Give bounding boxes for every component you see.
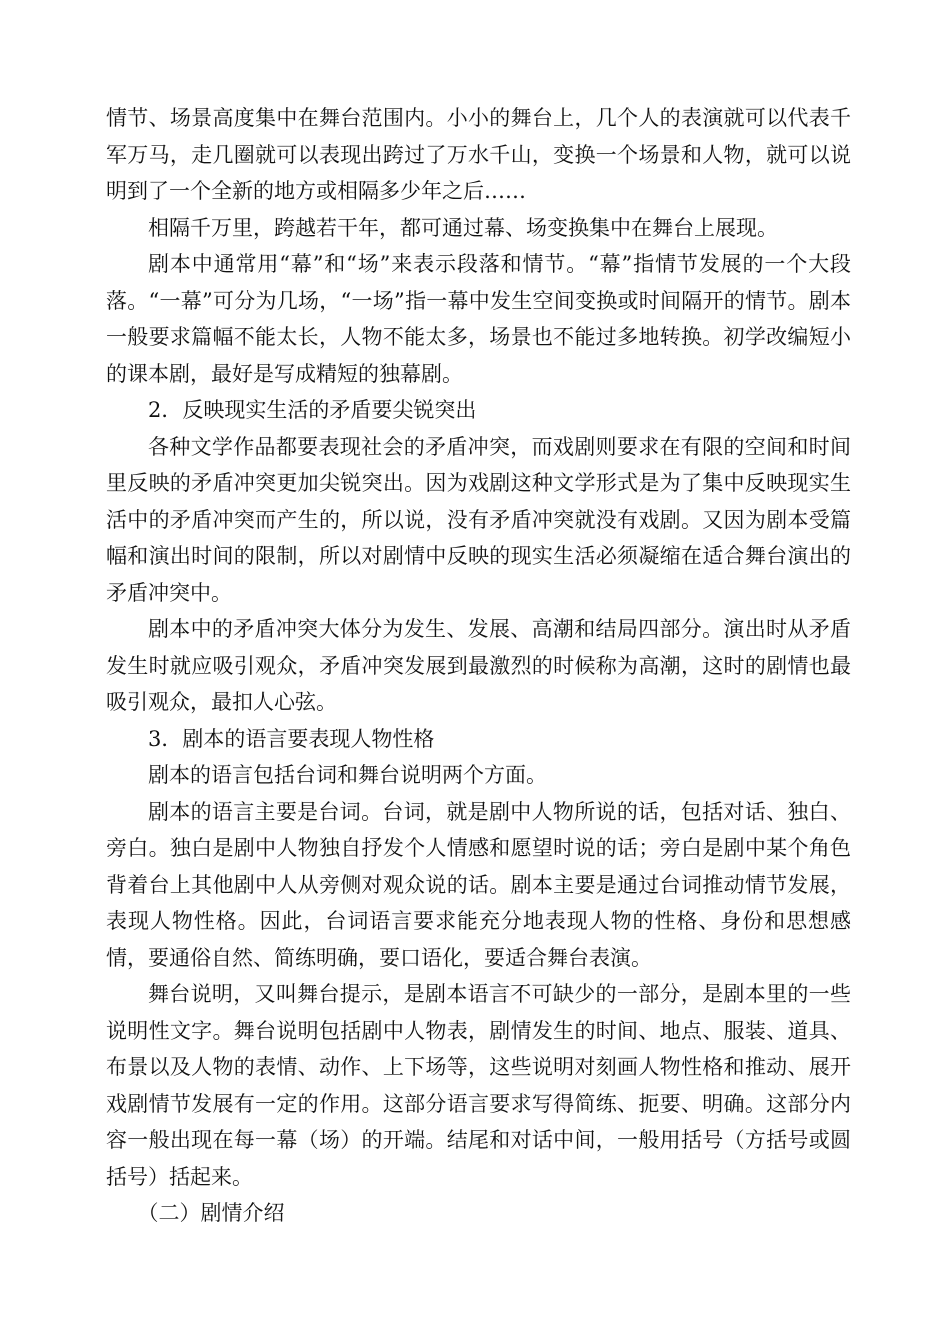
section-heading: 3．剧本的语言要表现人物性格 (148, 726, 435, 751)
paragraph: 剧本的语言主要是台词。台词，就是剧中人物所说的话，包括对话、独白、旁白。独白是剧中人物独自抒发个人情感和愿望时说的话；旁白是剧中某个角色背着台上其他剧中人从旁侧对观众说的话。剧本主要是通过台词推动情节发展，表现人物性格。因此，台词语言要求能充分地表现人物的性格、身份和思想感情，要通俗自然、简练明确，要口语化，要适合舞台表演。 (106, 799, 851, 970)
document-body (106, 100, 851, 1232)
paragraph: 各种文学作品都要表现社会的矛盾冲突，而戏剧则要求在有限的空间和时间里反映的矛盾冲突更加尖锐突出。因为戏剧这种文学形式是为了集中反映现实生活中的矛盾冲突而产生的，所以说，没有矛盾冲突就没有戏剧。又因为剧本受篇幅和演出时间的限制，所以对剧情中反映的现实生活必须凝缩在适合舞台演出的矛盾冲突中。 (106, 434, 851, 605)
paragraph: 剧本的语言包括台词和舞台说明两个方面。 (148, 763, 547, 787)
paragraph: 剧本中通常用“幕”和“场”来表示段落和情节。“幕”指情节发展的一个大段落。“一幕”可分为几场，“一场”指一幕中发生空间变换或时间隔开的情节。剧本一般要求篇幅不能太长，人物不能太多，场景也不能过多地转换。初学改编短小的课本剧，最好是写成精短的独幕剧。 (106, 252, 851, 386)
paragraph-continuation: 情节、场景高度集中在舞台范围内。小小的舞台上，几个人的表演就可以代表千军万马，走几圈就可以表现出跨过了万水千山，变换一个场景和人物，就可以说明到了一个全新的地方或相隔多少年之后…… (106, 106, 851, 203)
section-heading: 2．反映现实生活的矛盾要尖锐突出 (148, 398, 477, 422)
paragraph: 相隔千万里，跨越若干年，都可通过幕、场变换集中在舞台上展现。 (148, 215, 778, 240)
paragraph: 剧本中的矛盾冲突大体分为发生、发展、高潮和结局四部分。演出时从矛盾发生时就应吸引观众，矛盾冲突发展到最激烈的时候称为高潮，这时的剧情也最吸引观众，最扣人心弦。 (106, 617, 851, 714)
paragraph: 舞台说明，又叫舞台提示，是剧本语言不可缺少的一部分，是剧本里的一些说明性文字。舞台说明包括剧中人物表，剧情发生的时间、地点、服装、道具、布景以及人物的表情、动作、上下场等，这些说明对刻画人物性格和推动、展开戏剧情节发展有一定的作用。这部分语言要求写得简练、扼要、明确。这部分内容一般出现在每一幕（场）的开端。结尾和对话中间，一般用括号（方括号或圆括号）括起来。 (106, 982, 851, 1189)
chapter-subheading: （二）剧情介绍 (137, 1201, 285, 1225)
